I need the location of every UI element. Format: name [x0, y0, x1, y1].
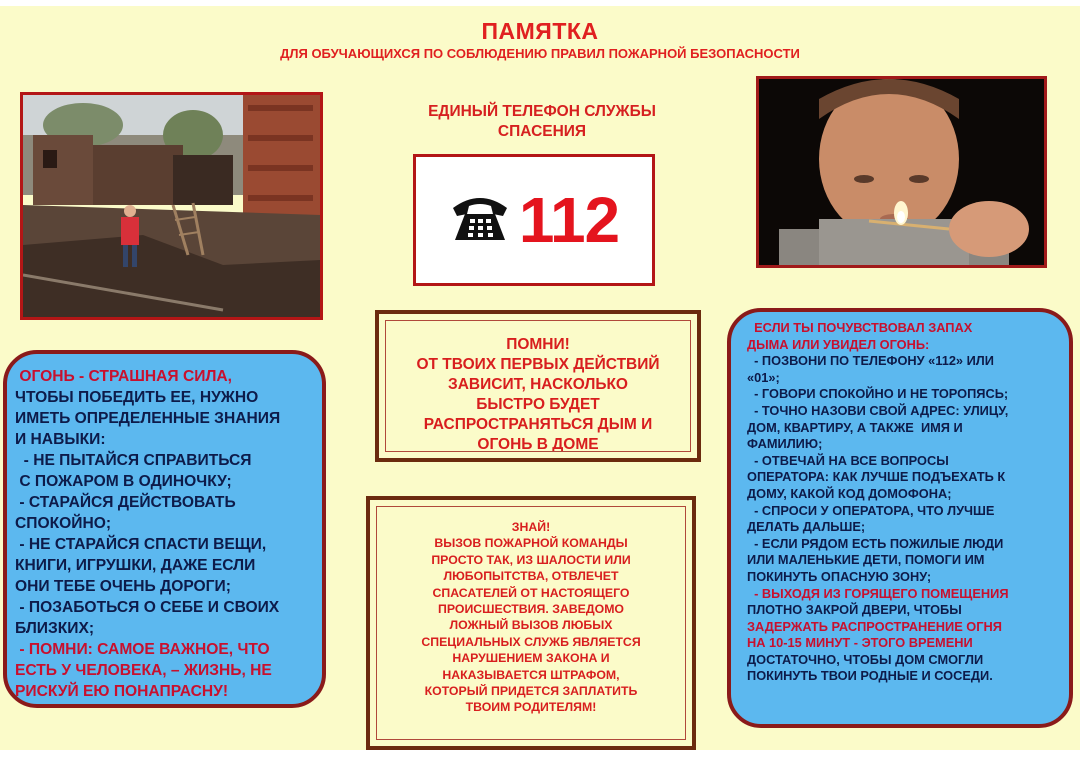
remember-line: БЫСТРО БУДЕТ	[476, 396, 600, 413]
know-text	[376, 506, 686, 740]
remember-box	[375, 310, 701, 462]
smoke-action-line: ЕСЛИ ТЫ ПОЧУВСТВОВАЛ ЗАПАХ	[747, 320, 973, 335]
smoke-action-line: ФАМИЛИЮ;	[747, 436, 823, 452]
know-line: ВЫЗОВ ПОЖАРНОЙ КОМАНДЫ	[434, 536, 628, 551]
fire-rule-line: - СТАРАЙСЯ ДЕЙСТВОВАТЬ	[15, 494, 236, 511]
fire-rule-line: - НЕ ПЫТАЙСЯ СПРАВИТЬСЯ	[15, 452, 252, 469]
phone-heading-line2: СПАСЕНИЯ	[497, 123, 587, 140]
fire-rule-line: РИСКУЙ ЕЮ ПОНАПРАСНУ!	[15, 683, 229, 700]
know-line: ЛОЖНЫЙ ВЫЗОВ ЛЮБЫХ	[449, 618, 613, 633]
smoke-action-line: ДЕЛАТЬ ДАЛЬШЕ;	[747, 519, 866, 535]
know-line: КОТОРЫЙ ПРИДЕТСЯ ЗАПЛАТИТЬ	[424, 684, 638, 699]
remember-text	[385, 320, 691, 452]
know-line: СПАСАТЕЛЕЙ ОТ НАСТОЯЩЕГО	[432, 585, 630, 600]
phone-heading-line1: ЕДИНЫЙ ТЕЛЕФОН СЛУЖБЫ	[428, 103, 656, 120]
remember-line: ПОМНИ!	[506, 336, 570, 353]
smoke-action-line: ОПЕРАТОРА: КАК ЛУЧШЕ ПОДЪЕХАТЬ К	[747, 469, 1006, 485]
smoke-action-line: ПЛОТНО ЗАКРОЙ ДВЕРИ, ЧТОБЫ	[747, 602, 962, 618]
fire-rule-line: КНИГИ, ИГРУШКИ, ДАЖЕ ЕСЛИ	[15, 557, 256, 574]
emergency-phone-box	[413, 154, 655, 286]
fire-rule-line: ЕСТЬ У ЧЕЛОВЕКА, – ЖИЗНЬ, НЕ	[15, 662, 272, 679]
smoke-action-line: ДЫМА ИЛИ УВИДЕЛ ОГОНЬ:	[747, 336, 930, 352]
smoke-action-line: ПОКИНУТЬ ТВОИ РОДНЫЕ И СОСЕДИ.	[747, 668, 993, 684]
fire-rule-line: И НАВЫКИ:	[15, 431, 106, 448]
smoke-action-line: - ВЫХОДЯ ИЗ ГОРЯЩЕГО ПОМЕЩЕНИЯ	[747, 585, 1009, 601]
poster-subtitle: ДЛЯ ОБУЧАЮЩИХСЯ ПО СОБЛЮДЕНИЮ ПРАВИЛ ПОЖАРНОЙ БЕЗОПАСНОСТИ	[280, 46, 800, 61]
smoke-action-line: ДОМ, КВАРТИРУ, А ТАКЖЕ ИМЯ И	[747, 419, 963, 435]
fire-safety-poster	[0, 6, 1080, 750]
fire-rule-line: ОНИ ТЕБЕ ОЧЕНЬ ДОРОГИ;	[15, 578, 231, 595]
smoke-action-line: ДОМУ, КАКОЙ КОД ДОМОФОНА;	[747, 485, 952, 501]
smoke-action-line: ЗАДЕРЖАТЬ РАСПРОСТРАНЕНИЕ ОГНЯ	[747, 618, 1002, 634]
know-line: ЗНАЙ!	[511, 520, 551, 534]
smoke-action-line: - СПРОСИ У ОПЕРАТОРА, ЧТО ЛУЧШЕ	[747, 502, 995, 518]
telephone-icon	[449, 192, 511, 249]
fire-rule-line: - НЕ СТАРАЙСЯ СПАСТИ ВЕЩИ,	[15, 536, 267, 553]
know-line: ПРОСТО ТАК, ИЗ ШАЛОСТИ ИЛИ	[431, 552, 631, 567]
know-box	[366, 496, 696, 750]
bottom-margin	[0, 750, 1080, 774]
emergency-number: 112	[518, 184, 620, 256]
smoke-action-line: - ОТВЕЧАЙ НА ВСЕ ВОПРОСЫ	[747, 452, 949, 468]
fire-rule-line: С ПОЖАРОМ В ОДИНОЧКУ;	[15, 473, 232, 490]
boy-with-match-photo	[756, 76, 1047, 268]
fire-rule-line: ОГОНЬ - СТРАШНАЯ СИЛА,	[15, 368, 232, 385]
smoke-action-line: - ЕСЛИ РЯДОМ ЕСТЬ ПОЖИЛЫЕ ЛЮДИ	[747, 535, 1004, 551]
smoke-action-line: ИЛИ МАЛЕНЬКИЕ ДЕТИ, ПОМОГИ ИМ	[747, 552, 985, 568]
fire-rule-line: БЛИЗКИХ;	[15, 620, 95, 637]
remember-line: РАСПРОСТРАНЯТЬСЯ ДЫМ И	[423, 416, 653, 433]
fire-rule-line: - ПОМНИ: САМОЕ ВАЖНОЕ, ЧТО	[15, 641, 270, 658]
smoke-action-line: - ГОВОРИ СПОКОЙНО И НЕ ТОРОПЯСЬ;	[747, 386, 1009, 402]
fire-rule-line: СПОКОЙНО;	[15, 515, 112, 532]
know-line: ТВОИМ РОДИТЕЛЯМ!	[465, 700, 597, 715]
know-line: НАКАЗЫВАЕТСЯ ШТРАФОМ,	[442, 667, 620, 682]
fire-rule-line: - ПОЗАБОТЬСЯ О СЕБЕ И СВОИХ	[15, 599, 280, 616]
fire-rule-line: ИМЕТЬ ОПРЕДЕЛЕННЫЕ ЗНАНИЯ	[15, 410, 281, 427]
fire-rules-panel	[3, 350, 326, 708]
remember-line: ЗАВИСИТ, НАСКОЛЬКО	[448, 376, 628, 393]
fire-rules-text	[15, 366, 322, 702]
smoke-action-line: ПОКИНУТЬ ОПАСНУЮ ЗОНУ;	[747, 568, 932, 584]
smoke-action-line: - ТОЧНО НАЗОВИ СВОЙ АДРЕС: УЛИЦУ,	[747, 402, 1009, 418]
burned-house-photo	[20, 92, 323, 320]
smoke-action-line: - ПОЗВОНИ ПО ТЕЛЕФОНУ «112» ИЛИ	[747, 353, 994, 369]
smoke-action-line: «01»;	[747, 369, 780, 385]
smoke-actions-text	[747, 320, 1069, 685]
smoke-actions-panel	[727, 308, 1073, 728]
know-line: ЛЮБОПЫТСТВА, ОТВЛЕЧЕТ	[443, 569, 619, 584]
remember-line: ОТ ТВОИХ ПЕРВЫХ ДЕЙСТВИЙ	[416, 356, 660, 373]
smoke-action-line: НА 10-15 МИНУТ - ЭТОГО ВРЕМЕНИ	[747, 635, 973, 651]
remember-line: ОГОНЬ В ДОМЕ	[477, 436, 599, 452]
poster-title: ПАМЯТКА	[481, 18, 599, 44]
know-line: СПЕЦИАЛЬНЫХ СЛУЖБ ЯВЛЯЕТСЯ	[421, 634, 641, 649]
know-line: ПРОИСШЕСТВИЯ. ЗАВЕДОМО	[438, 602, 624, 617]
phone-heading	[396, 102, 688, 142]
fire-rule-line: ЧТОБЫ ПОБЕДИТЬ ЕЕ, НУЖНО	[15, 389, 259, 406]
smoke-action-line: ДОСТАТОЧНО, ЧТОБЫ ДОМ СМОГЛИ	[747, 651, 984, 667]
know-line: НАРУШЕНИЕМ ЗАКОНА И	[452, 651, 610, 666]
